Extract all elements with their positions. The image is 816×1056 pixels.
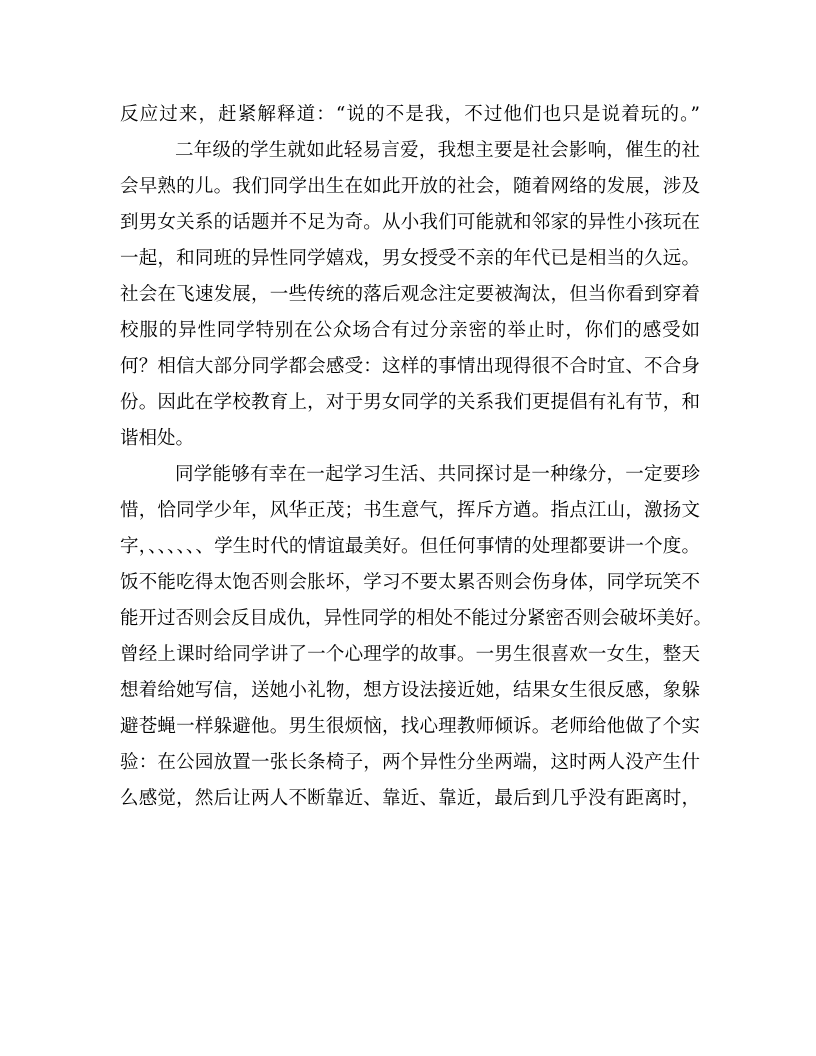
paragraph-line: 何？相信大部分同学都会感受：这样的事情出现得很不合时宜、不合身 — [120, 356, 700, 377]
paragraph-line: 想着给她写信，送她小礼物，想方设法接近她，结果女生很反感，象躲 — [120, 680, 700, 701]
paragraph-line: 惜，恰同学少年，风华正茂；书生意气，挥斥方遒。指点江山，激扬文 — [120, 500, 700, 521]
document-body — [120, 97, 713, 817]
paragraph-line: 避苍蝇一样躲避他。男生很烦恼，找心理教师倾诉。老师给他做了个实 — [120, 716, 700, 737]
paragraph-line: 字，、、、、、、学生时代的情谊最美好。但任何事情的处理都要讲一个度。 — [120, 536, 700, 557]
paragraph-line: 谐相处。 — [120, 428, 195, 449]
paragraph-line: 社会在飞速发展，一些传统的落后观念注定要被淘汰，但当你看到穿着 — [120, 284, 700, 305]
paragraph-line: 同学能够有幸在一起学习生活、共同探讨是一种缘分，一定要珍 — [175, 464, 700, 485]
paragraph-line: 份。因此在学校教育上，对于男女同学的关系我们更提倡有礼有节，和 — [120, 392, 700, 413]
paragraph-line: 校服的异性同学特别在公众场合有过分亲密的举止时，你们的感受如 — [120, 320, 700, 341]
paragraph-line: 会早熟的儿。我们同学出生在如此开放的社会，随着网络的发展，涉及 — [120, 176, 700, 197]
paragraph-line: 到男女关系的话题并不足为奇。从小我们可能就和邻家的异性小孩玩在 — [120, 212, 700, 233]
paragraph-line: 二年级的学生就如此轻易言爱，我想主要是社会影响，催生的社 — [175, 140, 700, 161]
paragraph-line: 验：在公园放置一张长条椅子，两个异性分坐两端，这时两人没产生什 — [120, 752, 700, 773]
paragraph-line: 曾经上课时给同学讲了一个心理学的故事。一男生很喜欢一女生，整天 — [120, 644, 700, 665]
paragraph-line: 反应过来，赶紧解释道：“说的不是我，不过他们也只是说着玩的。” — [120, 104, 700, 125]
paragraph-line: 么感觉，然后让两人不断靠近、靠近、靠近，最后到几乎没有距离时， — [120, 788, 700, 809]
paragraph-line: 饭不能吃得太饱否则会胀坏，学习不要太累否则会伤身体，同学玩笑不 — [120, 572, 700, 593]
paragraph-line: 能开过否则会反目成仇，异性同学的相处不能过分紧密否则会破坏美好。 — [120, 608, 713, 629]
paragraph-line: 一起，和同班的异性同学嬉戏，男女授受不亲的年代已是相当的久远。 — [120, 248, 700, 269]
